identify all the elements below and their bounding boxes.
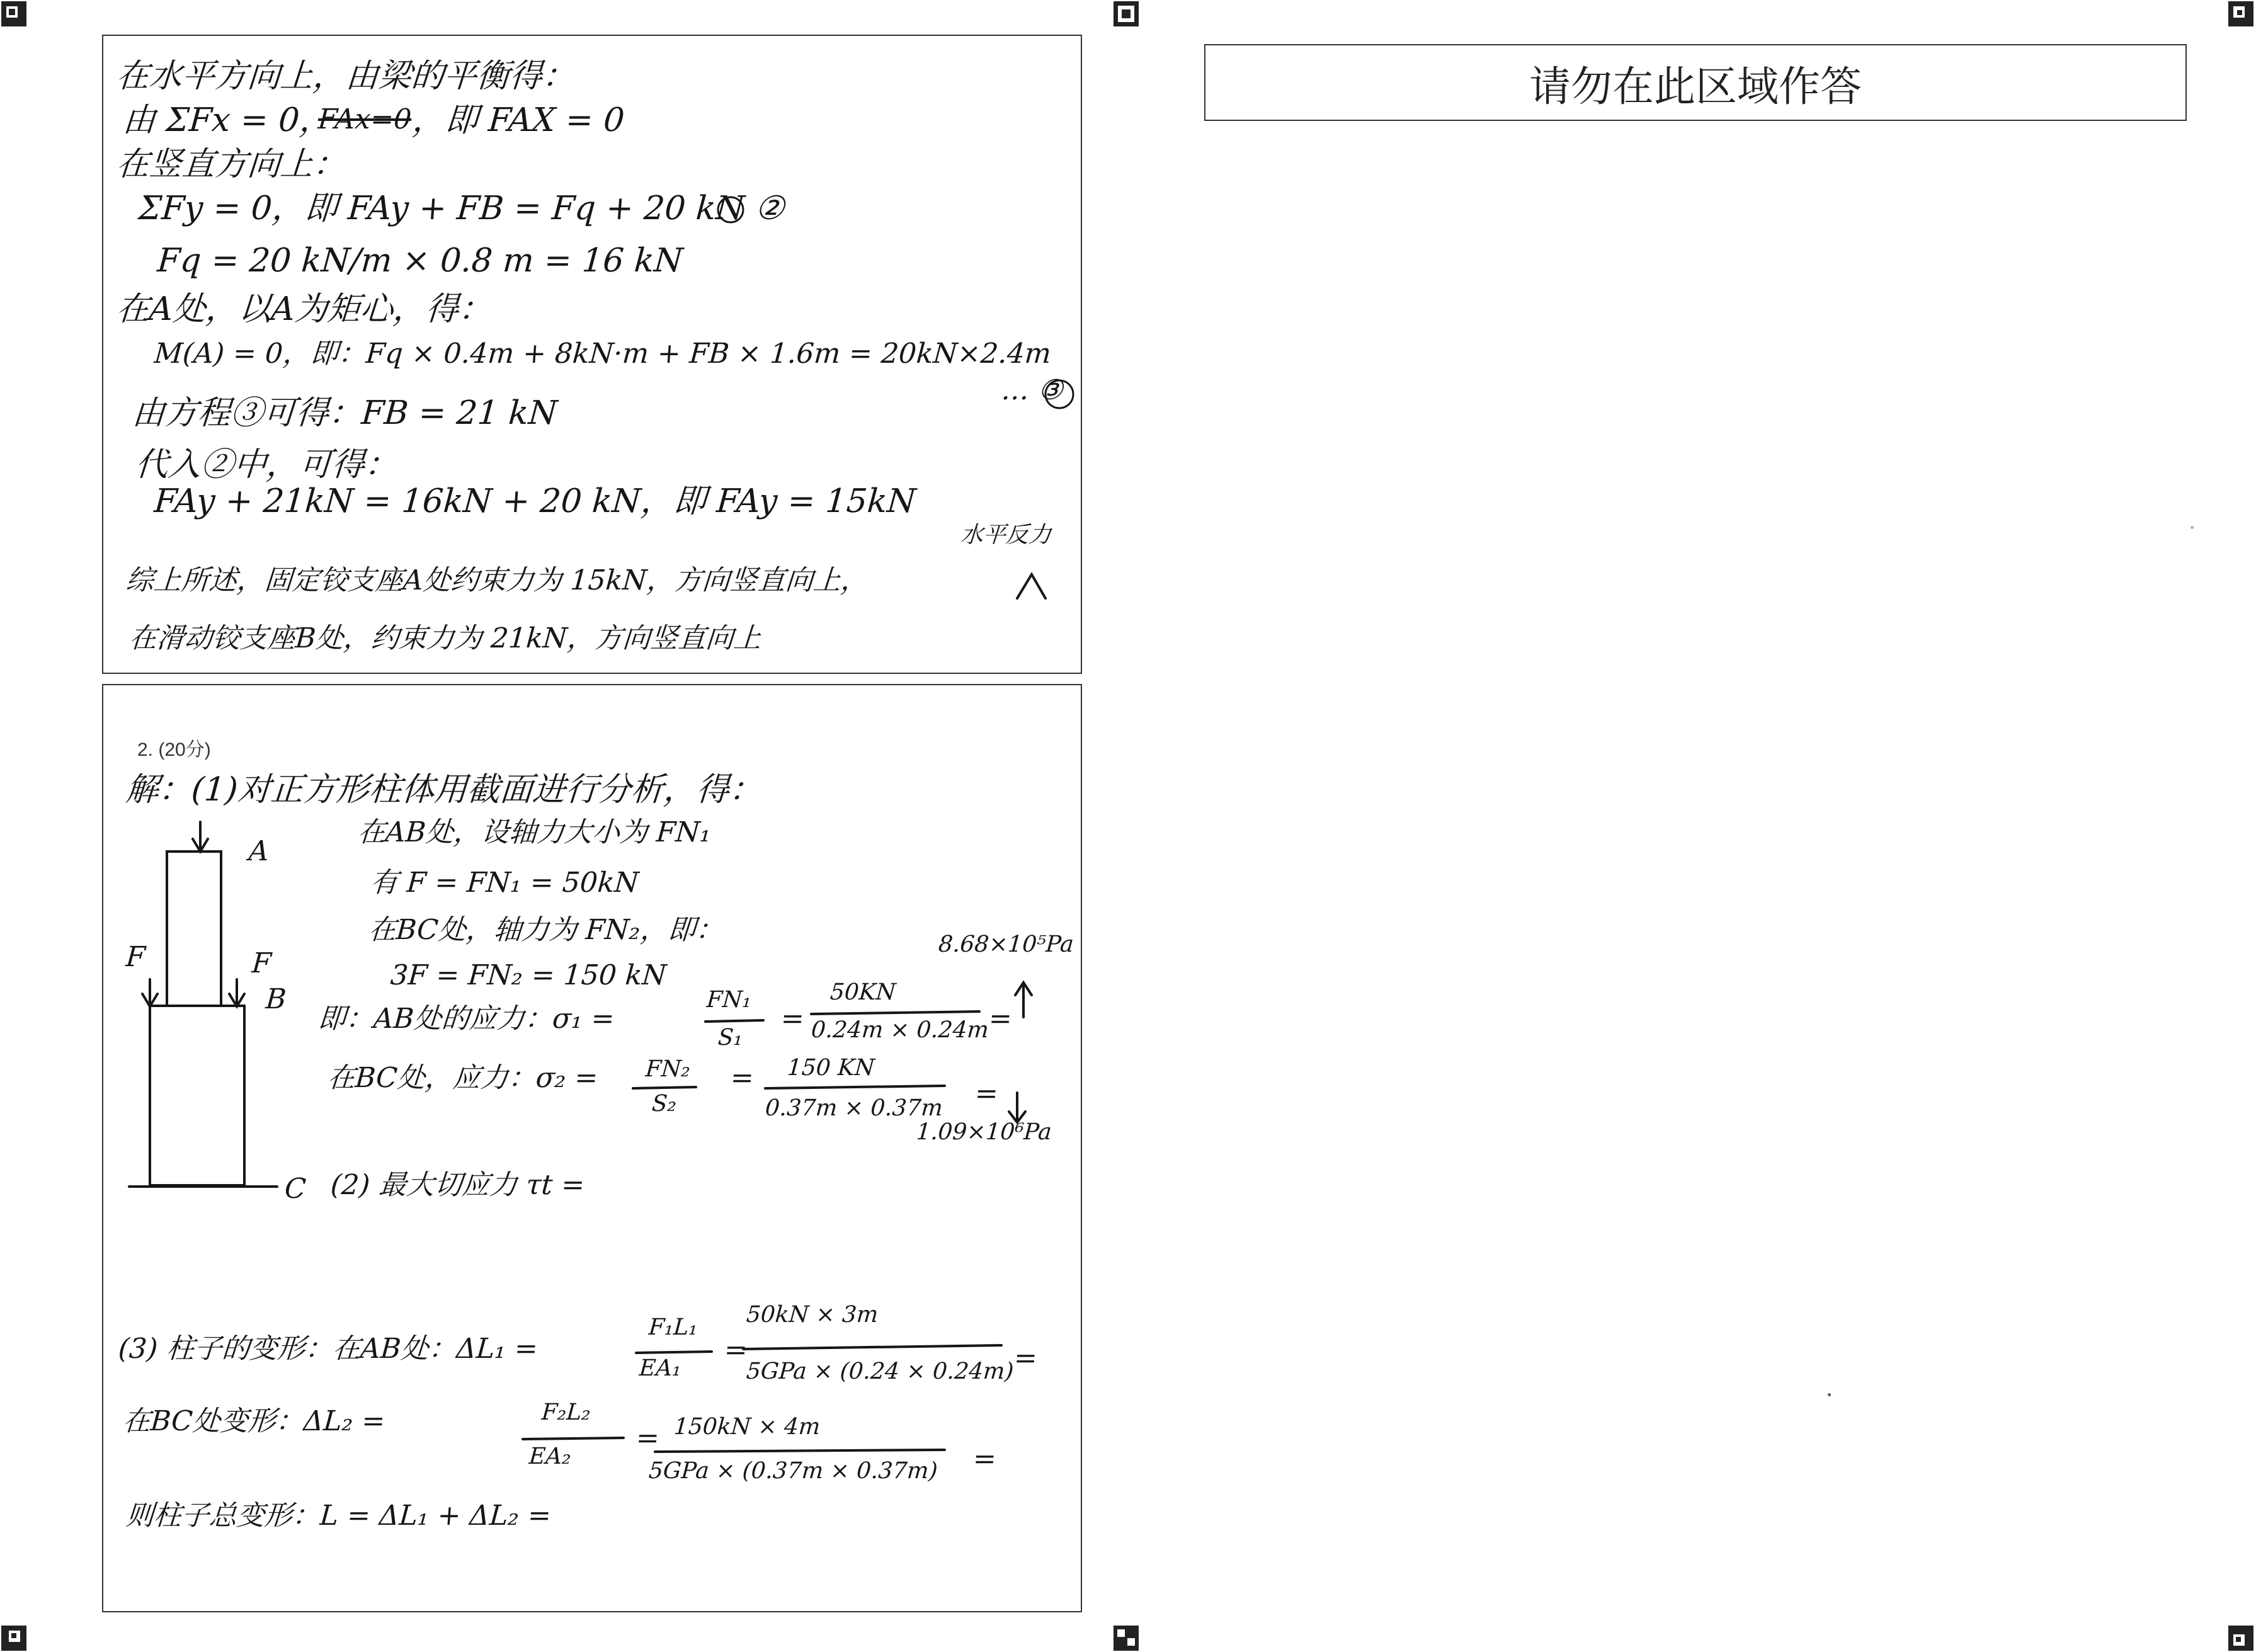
answer-1-line: M(A) = 0，即：Fq × 0.4m + 8kN·m + FB × 1.6m = 20kN×2.4m xyxy=(153,338,1052,370)
answer-2-line: 3F = FN₂ = 150 kN xyxy=(389,959,668,991)
answer-1-line: 综上所述，固定铰支座A处约束力为 15kN，方向竖直向上， xyxy=(125,564,870,596)
answer-2-line: 则柱子总变形：L = ΔL₁ + ΔL₂ = xyxy=(125,1500,552,1532)
answer-1-line: ΣFy = 0，即 FAy + FB = Fq + 20 kN ② xyxy=(137,190,786,227)
paper-speck xyxy=(1828,1393,1831,1396)
fraction-numerator: F₂L₂ xyxy=(540,1399,592,1425)
fraction-denominator: 0.24m × 0.24m xyxy=(810,1017,990,1043)
fraction-numerator: 50kN × 3m xyxy=(745,1302,879,1328)
answer-1-line: 在滑动铰支座B处，约束力为 21kN，方向竖直向上 xyxy=(128,622,763,654)
fraction-denominator: 0.37m × 0.37m xyxy=(764,1095,944,1121)
annotation-horizontal-force: 水平反力 xyxy=(959,522,1052,548)
answer-1-line: 由方程③可得：FB = 21 kN xyxy=(130,394,559,432)
equals-sign: = xyxy=(723,1334,749,1366)
answer-1-line: 由 ΣFx = 0， xyxy=(121,101,334,139)
fraction-denominator: EA₂ xyxy=(528,1444,573,1469)
result-sigma-1: 8.68×10⁵Pa xyxy=(937,931,1075,957)
answer-1-line: FAy + 21kN = 16kN + 20 kN，即 FAy = 15kN xyxy=(152,482,918,520)
fraction-numerator: 50KN xyxy=(829,979,897,1005)
diagram-label-b: B xyxy=(265,983,288,1015)
fraction-denominator: EA₁ xyxy=(638,1355,683,1381)
answer-1-line: 在水平方向上，由梁的平衡得： xyxy=(115,57,577,95)
answer-2-line: 在AB处，设轴力大小为 FN₁ xyxy=(356,816,712,848)
fraction-denominator: 5GPa × (0.37m × 0.37m) xyxy=(647,1458,938,1484)
equals-sign: = xyxy=(988,1003,1013,1035)
answer-2-line: 在BC处变形：ΔL₂ = xyxy=(122,1405,387,1437)
answer-2-line: 在BC处，轴力为 FN₂，即： xyxy=(367,914,725,946)
answer-2-line: 有 F = FN₁ = 50kN xyxy=(369,867,640,899)
fraction-numerator: FN₂ xyxy=(644,1056,692,1082)
fraction-numerator: 150 KN xyxy=(786,1055,876,1081)
fraction-denominator: S₂ xyxy=(651,1091,678,1117)
fraction-numerator: FN₁ xyxy=(705,987,753,1013)
equals-sign: = xyxy=(972,1443,998,1475)
diagram-label-a: A xyxy=(248,835,270,867)
diagram-label-f-left: F xyxy=(125,941,147,973)
answer-2-line: 即：AB处的应力：σ₁ = xyxy=(317,1003,616,1035)
fraction-numerator: 150kN × 4m xyxy=(673,1414,821,1440)
question-2-header: 2. (20分) xyxy=(137,739,211,760)
answer-2-line: (3) 柱子的变形：在AB处：ΔL₁ = xyxy=(117,1333,539,1365)
fraction-denominator: S₁ xyxy=(717,1025,744,1051)
answer-1-line: 代入②中，可得： xyxy=(134,446,399,484)
equals-sign: = xyxy=(635,1422,661,1454)
answer-1-line: ，即 FAX = 0 xyxy=(411,101,626,139)
answer-2-line: 解：(1)对正方形柱体用截面进行分析，得： xyxy=(124,771,763,809)
answer-1-line: 在竖直方向上： xyxy=(115,145,348,183)
equals-sign: = xyxy=(974,1078,1000,1110)
struck-text: FAx=0 xyxy=(317,103,413,135)
answer-2-line: 在BC处，应力：σ₂ = xyxy=(326,1062,600,1094)
answer-2-line: (2) 最大切应力 τt = xyxy=(329,1169,586,1201)
answer-1-line: Fq = 20 kN/m × 0.8 m = 16 kN xyxy=(156,242,685,280)
equals-sign: = xyxy=(780,1003,806,1035)
diagram-label-c: C xyxy=(283,1173,307,1205)
result-sigma-2: 1.09×10⁶Pa xyxy=(915,1119,1053,1145)
fraction-denominator: 5GPa × (0.24 × 0.24m) xyxy=(745,1359,1015,1384)
no-answer-zone-banner: 请勿在此区域作答 xyxy=(1204,44,2187,121)
answer-1-line: 在A处，以A为矩心，得： xyxy=(115,290,493,328)
fraction-numerator: F₁L₁ xyxy=(647,1314,699,1340)
equals-sign: = xyxy=(729,1062,755,1094)
diagram-label-f-right: F xyxy=(251,947,273,979)
paper-speck xyxy=(2190,526,2194,529)
equals-sign: = xyxy=(1013,1342,1039,1374)
answer-1-line: … ③ xyxy=(1000,374,1064,406)
